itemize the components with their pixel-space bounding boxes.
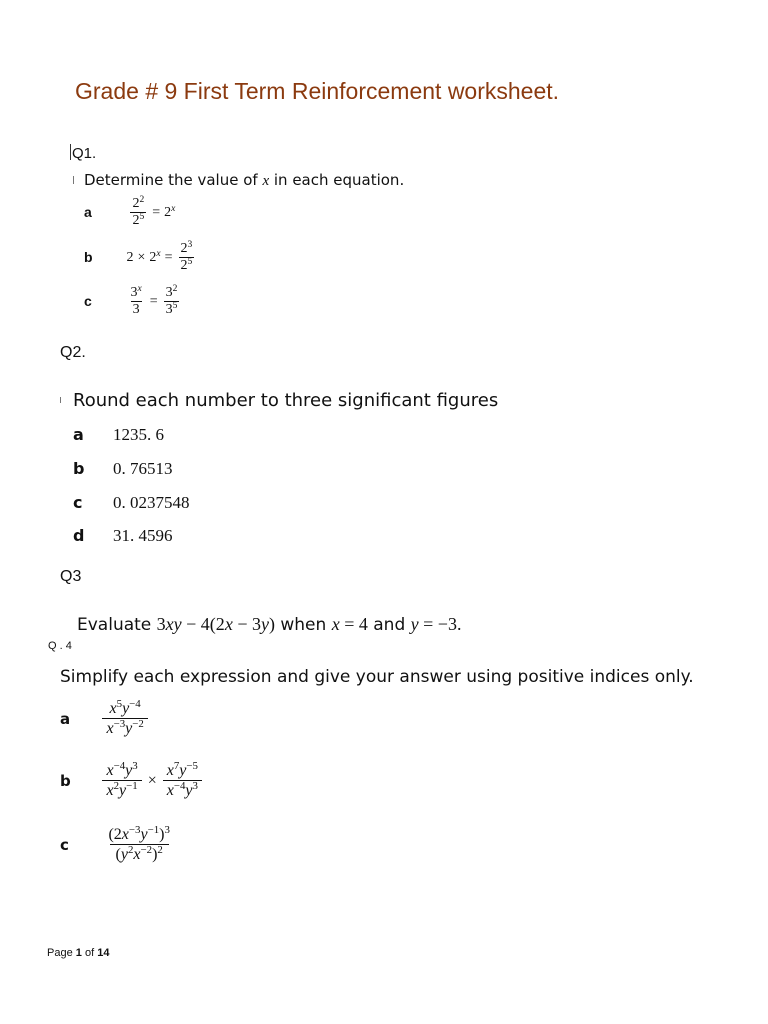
q2-item-a-value: 1235. 6: [113, 425, 164, 444]
q4-item-c: [60, 826, 178, 865]
q3-x-condition: x = 4: [331, 614, 368, 634]
q2-instruction: Round each number to three significant figures: [73, 390, 499, 411]
q1-item-a-equation: $\frac{2^2}{2^5}$ = $2^x$: [132, 194, 176, 229]
q3-and-word: and: [373, 615, 406, 635]
q3-label: Q3: [60, 568, 82, 585]
q3-y-condition: y = −3.: [410, 614, 462, 634]
q1-item-c: [84, 285, 181, 319]
worksheet-title: Grade # 9 First Term Reinforcement worksheet.: [75, 78, 560, 104]
margin-tick: [60, 397, 61, 403]
q1-item-b: [84, 241, 196, 275]
q1-instruction: Determine the value of x in each equation.: [84, 171, 405, 189]
q1-item-b-letter: b: [84, 248, 93, 265]
q2-item-b-letter: b: [73, 459, 85, 478]
q1-label: [70, 144, 96, 162]
q2-item-d: [73, 526, 173, 546]
q2-item-a-letter: a: [73, 425, 84, 444]
footer-of-word: of: [84, 947, 95, 959]
q1-item-c-letter: c: [84, 292, 92, 309]
q1-item-b-equation: $2 \times 2^x$ = $\frac{2^3}{2^5}$: [126, 239, 193, 274]
q4-item-a-letter: a: [60, 709, 71, 728]
q4-item-b-expression: $\frac{x^{-4}y^3}{x^2y^{-1}}$ × $\frac{x^7y^{-5}}{x^{-4}y^3}$: [100, 772, 204, 789]
page-footer: [47, 947, 109, 959]
q1-label-text: Q1.: [72, 145, 97, 162]
margin-tick: [73, 176, 74, 184]
q4-item-a: [60, 700, 150, 739]
q2-item-a: [73, 425, 164, 445]
q3-instruction: [77, 614, 461, 635]
q2-item-c-letter: c: [73, 493, 83, 512]
q2-item-b: [73, 459, 173, 479]
q4-item-c-expression: $\frac{(2x^{-3}y^{-1})^3}{(y^2x^{-2})^2}$: [108, 824, 170, 864]
footer-page-number: 1: [75, 947, 82, 959]
footer-total-pages: 14: [97, 947, 110, 959]
q3-expression: 3xy − 4(2x − 3y): [156, 614, 275, 634]
text-cursor: [70, 144, 71, 160]
q4-label: Q . 4: [48, 640, 72, 652]
q4-instruction: Simplify each expression and give your answer using positive indices only.: [60, 667, 694, 687]
q3-evaluate-word: Evaluate: [77, 615, 152, 635]
q2-item-b-value: 0. 76513: [113, 459, 173, 478]
q2-item-c-value: 0. 0237548: [113, 493, 190, 512]
q2-item-d-letter: d: [73, 526, 85, 545]
q1-item-c-equation: $\frac{3^x}{3}$ = $\frac{3^2}{3^5}$: [130, 283, 178, 318]
footer-page-word: Page: [47, 947, 73, 959]
q1-item-a: [84, 196, 175, 230]
q1-item-a-letter: a: [84, 203, 92, 220]
q3-when-word: when: [280, 615, 327, 635]
q4-item-b: [60, 762, 204, 801]
q4-item-c-letter: c: [60, 835, 69, 854]
q2-item-c: [73, 493, 190, 513]
q2-item-d-value: 31. 4596: [113, 526, 173, 545]
q2-label: Q2.: [60, 344, 86, 361]
q4-item-a-expression: $\frac{x^5y^{-4}}{x^{-3}y^{-2}}$: [100, 710, 149, 727]
q4-item-b-letter: b: [60, 771, 71, 790]
